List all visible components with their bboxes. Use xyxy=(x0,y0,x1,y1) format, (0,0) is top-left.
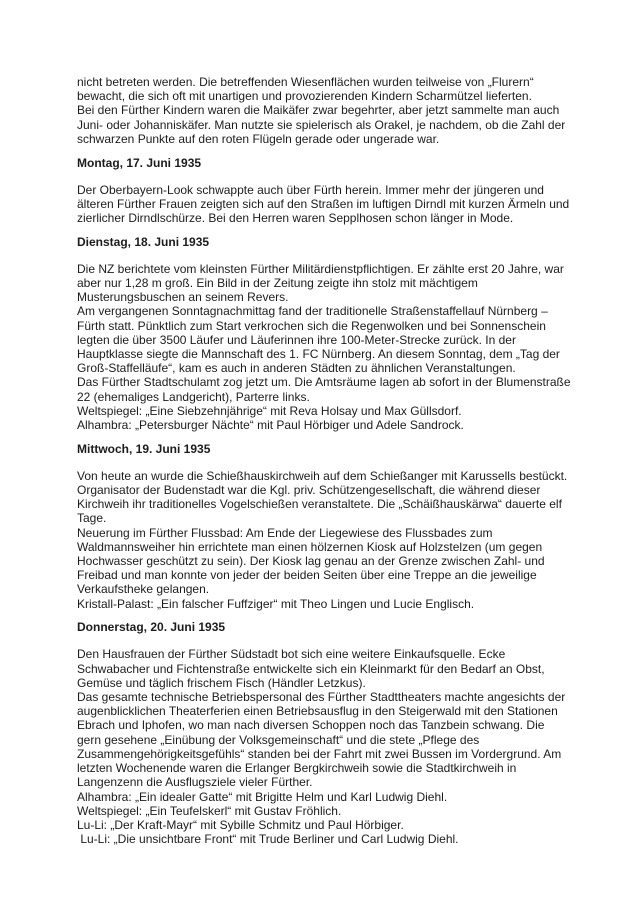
text-line: Juni- oder Johanniskäfer. Man nutzte sie spielerisch als Orakel, je nachdem, ob die Zahl der xyxy=(77,117,566,132)
text-line: Fürth statt. Pünktlich zum Start verkrochen sich die Regenwolken und bei Sonnenschein xyxy=(77,318,546,333)
text-line: Freibad und man konnte von jeder der beiden Seiten über eine Treppe an die jeweilige xyxy=(77,568,537,583)
text-line: Die NZ berichtete vom kleinsten Fürther Militärdienstpflichtigen. Er zählte erst 20 Jahre, war xyxy=(77,261,564,276)
text-line: Zusammengehörigkeitsgefühls“ standen bei der Fahrt mit zwei Bussen im Vordergrund. Am xyxy=(77,746,562,761)
text-line: Waldmannsweiher hin errichtete man einen hölzernen Kiosk auf Holzstelzen (um gegen xyxy=(77,539,543,554)
text-line: aber nur 1,28 m groß. Ein Bild in der Zeitung zeigte ihn stolz mit mächtigem xyxy=(77,276,478,291)
text-line: Der Oberbayern-Look schwappte auch über Fürth herein. Immer mehr der jüngeren und xyxy=(77,182,544,197)
text-line: Tage. xyxy=(77,511,107,526)
text-line: Kristall-Palast: „Ein falscher Fuffziger“ mit Theo Lingen und Lucie Englisch. xyxy=(77,596,475,611)
text-line: Das Fürther Stadtschulamt zog jetzt um. Die Amtsräume lagen ab sofort in der Blumenstraße xyxy=(77,375,571,390)
text-line: bewacht, die sich oft mit unartigen und provozierenden Kindern Scharmützel lieferten. xyxy=(77,89,532,104)
text-line: Kirchweih ihr traditionelles Vogelschießen veranstaltete. Die „Schäißhauskärwa“ dauerte elf xyxy=(77,497,562,512)
text-line: Hochwasser geschützt zu sein). Der Kiosk lag genau an der Grenze zwischen Zahl- und xyxy=(77,554,545,569)
text-line: älteren Fürther Frauen zeigten sich auf den Straßen im luftigen Dirndl mit kurzen Ärmeln und xyxy=(77,196,570,211)
text-line: zierlicher Dirndlschürze. Bei den Herren waren Sepplhosen schon länger in Mode. xyxy=(77,211,514,226)
text-line: Weltspiegel: „Eine Siebzehnjährige“ mit Reva Holsay und Max Güllsdorf. xyxy=(77,403,462,418)
text-line: nicht betreten werden. Die betreffenden Wiesenflächen wurden teilweise von „Flurern“ xyxy=(77,75,534,89)
text-line: Lu-Li: „Der Kraft-Mayr“ mit Sybille Schmitz und Paul Hörbiger. xyxy=(77,817,404,832)
text-line: Alhambra: „Ein idealer Gatte“ mit Brigitte Helm und Karl Ludwig Diehl. xyxy=(77,789,448,804)
text-line: Musterungsbuschen an seinem Revers. xyxy=(77,290,289,305)
text-line: Ebrach und Iphofen, wo man nach diversen Schoppen noch das Tanzbein schwang. Die xyxy=(77,718,545,733)
text-line: Das gesamte technische Betriebspersonal des Fürther Stadttheaters machte angesichts der xyxy=(77,690,566,705)
text-line: Den Hausfrauen der Fürther Südstadt bot sich eine weitere Einkaufsquelle. Ecke xyxy=(77,647,506,662)
section-heading: Donnerstag, 20. Juni 1935 xyxy=(77,620,226,635)
text-line: Bei den Fürther Kindern waren die Maikäfer zwar begehrter, aber jetzt sammelte man auch xyxy=(77,103,560,118)
text-column xyxy=(77,75,571,847)
section-heading: Dienstag, 18. Juni 1935 xyxy=(77,234,210,249)
text-line: Von heute an wurde die Schießhauskirchweih auf dem Schießanger mit Karussells bestückt. xyxy=(77,468,568,483)
text-line: legten die über 3500 Läufer und Läuferinnen ihre 100-Meter-Strecke zurück. In der xyxy=(77,332,516,347)
text-line: gern gesehene „Einübung der Volksgemeinschaft“ und die stete „Pflege des xyxy=(77,732,480,747)
text-line: Weltspiegel: „Ein Teufelskerl“ mit Gustav Fröhlich. xyxy=(77,803,342,818)
text-line: Gemüse und täglich frischem Fisch (Händler Letzkus). xyxy=(77,675,366,690)
text-line: Schwabacher und Fichtenstraße entwickelte sich ein Kleinmarkt für den Bedarf an Obst, xyxy=(77,661,545,676)
section-heading: Montag, 17. Juni 1935 xyxy=(77,155,202,170)
text-line: letzten Wochenende waren die Erlanger Bergkirchweih sowie die Stadtkirchweih in xyxy=(77,761,517,776)
section-heading: Mittwoch, 19. Juni 1935 xyxy=(77,441,211,456)
text-line: augenblicklichen Theaterferien einen Betriebsausflug in den Steigerwald mit den Stationen xyxy=(77,704,558,719)
text-line: Groß-Staffelläufe“, kam es auch in anderen Städten zu ähnlichen Veranstaltungen. xyxy=(77,361,516,376)
text-line: Verkaufstheke gelangen. xyxy=(77,582,210,597)
text-line: Hauptklasse siegte die Mannschaft des 1. FC Nürnberg. An diesem Sonntag, dem „Tag der xyxy=(77,347,560,362)
text-line: Langenzenn die Ausflugsziele vieler Fürther. xyxy=(77,775,313,790)
text-line: 22 (ehemaliges Landgericht), Parterre links. xyxy=(77,389,310,404)
text-line: schwarzen Punkte auf den roten Flügeln gerade oder ungerade war. xyxy=(77,131,440,146)
text-line: Am vergangenen Sonntagnachmittag fand der traditionelle Straßenstaffellauf Nürnberg – xyxy=(77,304,548,319)
text-line: Alhambra: „Petersburger Nächte“ mit Paul Hörbiger und Adele Sandrock. xyxy=(77,418,464,433)
text-line: Neuerung im Fürther Flussbad: Am Ende der Liegewiese des Flussbades zum xyxy=(77,525,493,540)
text-line: Organisator der Budenstadt war die Kgl. priv. Schützengesellschaft, die während dieser xyxy=(77,483,541,498)
text-line: Lu-Li: „Die unsichtbare Front“ mit Trude Berliner und Carl Ludwig Diehl. xyxy=(77,832,459,847)
